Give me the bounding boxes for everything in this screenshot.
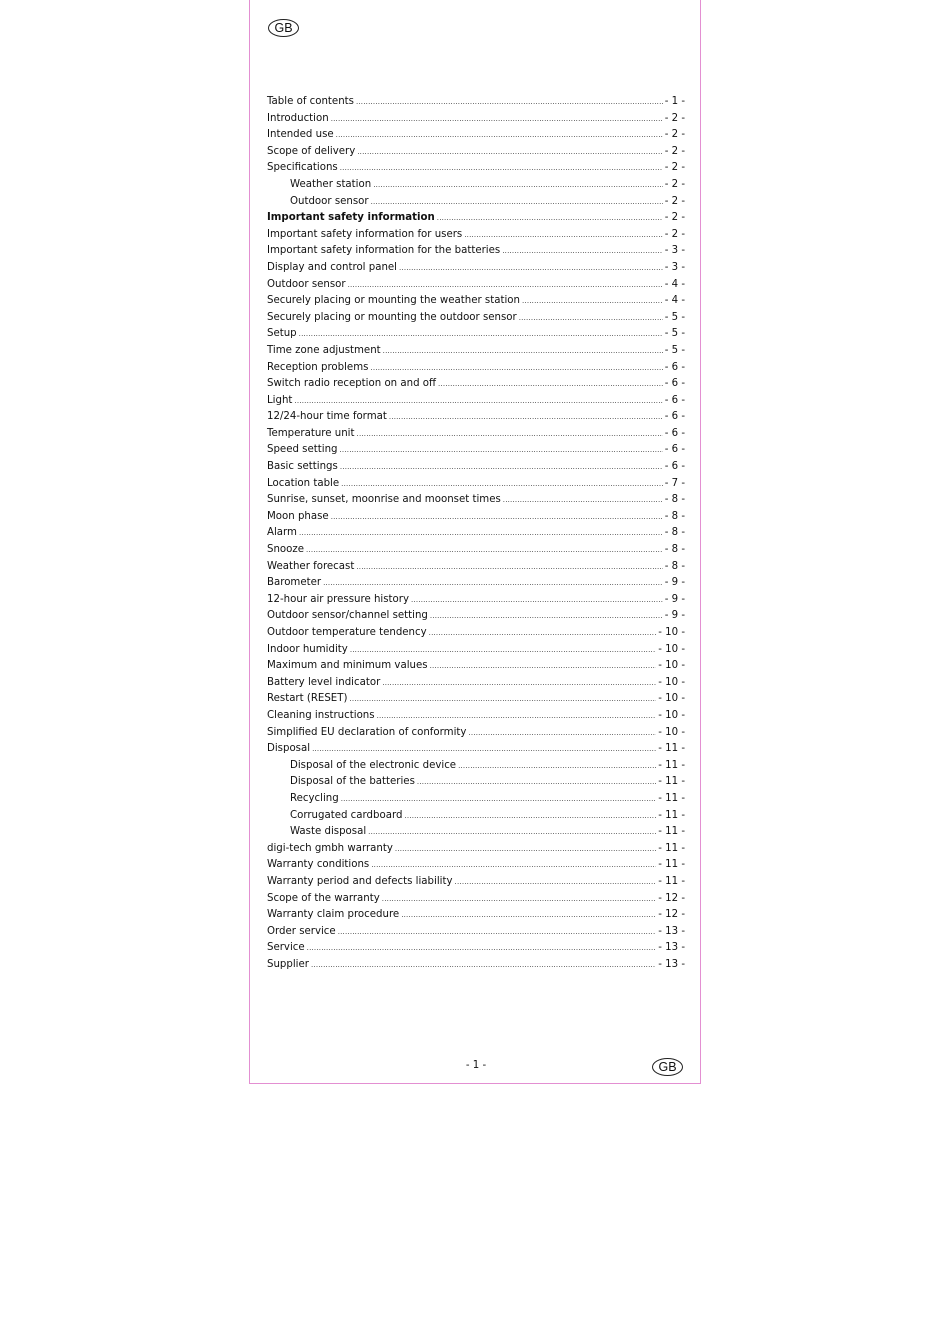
toc-entry-title: Warranty conditions bbox=[267, 859, 370, 871]
toc-entry-title: Moon phase bbox=[267, 510, 329, 522]
toc-dot-leader bbox=[356, 94, 663, 111]
toc-entry[interactable] bbox=[267, 525, 685, 542]
toc-entry[interactable] bbox=[267, 774, 685, 791]
toc-dot-leader bbox=[350, 642, 656, 659]
toc-dot-leader bbox=[299, 326, 663, 343]
toc-entry-title: Scope of the warranty bbox=[267, 892, 380, 904]
toc-dot-leader bbox=[370, 360, 662, 377]
toc-dot-leader bbox=[357, 144, 662, 161]
toc-entry-page: - 10 - bbox=[658, 726, 685, 738]
toc-entry-title: Introduction bbox=[267, 112, 329, 124]
toc-entry-title: 12/24-hour time format bbox=[267, 411, 387, 423]
toc-entry-page: - 6 - bbox=[664, 411, 685, 423]
toc-entry[interactable] bbox=[267, 741, 685, 758]
toc-dot-leader bbox=[455, 874, 657, 891]
toc-entry-title: Weather station bbox=[290, 178, 372, 190]
toc-entry[interactable] bbox=[267, 343, 685, 360]
toc-entry[interactable] bbox=[267, 160, 685, 177]
toc-entry-title: Recycling bbox=[290, 792, 339, 804]
toc-dot-leader bbox=[437, 210, 663, 227]
toc-entry-page: - 9 - bbox=[664, 577, 685, 589]
toc-entry-page: - 12 - bbox=[658, 892, 685, 904]
toc-entry[interactable] bbox=[267, 725, 685, 742]
toc-entry-title: Simplified EU declaration of conformity bbox=[267, 726, 467, 738]
toc-dot-leader bbox=[348, 277, 663, 294]
toc-entry-title: Maximum and minimum values bbox=[267, 660, 428, 672]
toc-entry[interactable] bbox=[267, 144, 685, 161]
toc-entry-title: Important safety information for users bbox=[267, 228, 463, 240]
toc-entry-page: - 11 - bbox=[658, 792, 685, 804]
toc-dot-leader bbox=[377, 708, 657, 725]
toc-dot-leader bbox=[340, 459, 663, 476]
toc-dot-leader bbox=[340, 160, 663, 177]
toc-entry-title: Table of contents bbox=[267, 96, 354, 107]
toc-entry-page: - 4 - bbox=[664, 295, 685, 307]
toc-entry-page: - 11 - bbox=[658, 776, 685, 788]
toc-entry-title: Time zone adjustment bbox=[267, 344, 381, 356]
toc-entry-page: - 13 - bbox=[658, 958, 685, 970]
toc-entry-title: Cleaning instructions bbox=[267, 709, 375, 721]
toc-entry-title: Disposal of the batteries bbox=[290, 776, 415, 788]
toc-entry-page: - 11 - bbox=[658, 809, 685, 821]
toc-entry[interactable] bbox=[267, 608, 685, 625]
toc-entry-page: - 6 - bbox=[664, 378, 685, 390]
toc-entry[interactable] bbox=[267, 409, 685, 426]
toc-dot-leader bbox=[371, 857, 656, 874]
toc-dot-leader bbox=[331, 111, 663, 128]
toc-entry[interactable] bbox=[267, 111, 685, 128]
toc-entry-page: - 11 - bbox=[658, 842, 685, 854]
toc-dot-leader bbox=[382, 891, 656, 908]
toc-entry-page: - 3 - bbox=[664, 245, 685, 257]
toc-entry-title: Disposal of the electronic device bbox=[290, 759, 457, 771]
toc-dot-leader bbox=[341, 476, 663, 493]
toc-entry-title: Supplier bbox=[267, 958, 309, 970]
toc-dot-leader bbox=[519, 310, 663, 327]
toc-entry-page: - 6 - bbox=[664, 427, 685, 439]
toc-entry-title: Important safety information for the batteries bbox=[267, 245, 501, 257]
toc-dot-leader bbox=[312, 741, 656, 758]
toc-entry[interactable] bbox=[267, 907, 685, 924]
toc-dot-leader bbox=[294, 393, 662, 410]
toc-entry-page: - 13 - bbox=[658, 942, 685, 954]
toc-dot-leader bbox=[430, 608, 663, 625]
toc-entry-title: Switch radio reception on and off bbox=[267, 378, 437, 390]
toc-entry-title: Outdoor sensor bbox=[290, 195, 369, 207]
language-badge-bottom: GB bbox=[652, 1058, 683, 1076]
toc-entry[interactable] bbox=[267, 243, 685, 260]
toc-entry[interactable] bbox=[267, 957, 685, 974]
toc-entry[interactable] bbox=[267, 476, 685, 493]
toc-entry-page: - 13 - bbox=[658, 925, 685, 937]
toc-dot-leader bbox=[357, 426, 663, 443]
toc-entry-page: - 2 - bbox=[664, 178, 685, 190]
toc-dot-leader bbox=[429, 625, 657, 642]
toc-entry[interactable] bbox=[267, 824, 685, 841]
toc-entry-page: - 12 - bbox=[658, 909, 685, 921]
toc-entry-page: - 2 - bbox=[664, 162, 685, 174]
toc-entry-title: Reception problems bbox=[267, 361, 369, 373]
toc-entry-page: - 6 - bbox=[664, 461, 685, 473]
toc-entry[interactable] bbox=[267, 227, 685, 244]
toc-entry[interactable] bbox=[267, 94, 685, 111]
toc-entry[interactable] bbox=[267, 559, 685, 576]
toc-dot-leader bbox=[468, 725, 656, 742]
toc-entry-title: Light bbox=[267, 394, 293, 406]
toc-entry-page: - 3 - bbox=[664, 261, 685, 273]
toc-entry-title: Speed setting bbox=[267, 444, 338, 456]
toc-entry-title: Basic settings bbox=[267, 461, 338, 473]
toc-dot-leader bbox=[356, 559, 662, 576]
toc-entry-page: - 2 - bbox=[664, 228, 685, 240]
toc-entry-page: - 5 - bbox=[664, 311, 685, 323]
toc-dot-leader bbox=[464, 227, 662, 244]
toc-entry[interactable] bbox=[267, 127, 685, 144]
toc-dot-leader bbox=[368, 824, 656, 841]
toc-entry[interactable] bbox=[267, 293, 685, 310]
toc-entry[interactable] bbox=[267, 940, 685, 957]
toc-entry-title: Securely placing or mounting the weather station bbox=[267, 295, 520, 307]
toc-entry-title: Intended use bbox=[267, 129, 334, 141]
toc-dot-leader bbox=[438, 376, 663, 393]
toc-dot-leader bbox=[503, 492, 663, 509]
toc-entry[interactable] bbox=[267, 708, 685, 725]
toc-entry[interactable] bbox=[267, 426, 685, 443]
toc-entry[interactable] bbox=[267, 841, 685, 858]
toc-dot-leader bbox=[306, 542, 663, 559]
toc-entry-title: Corrugated cardboard bbox=[290, 809, 403, 821]
toc-entry-title: Snooze bbox=[267, 544, 305, 556]
toc-dot-leader bbox=[371, 194, 663, 211]
toc-dot-leader bbox=[399, 260, 663, 277]
toc-entry-page: - 8 - bbox=[664, 560, 685, 572]
toc-entry[interactable] bbox=[267, 393, 685, 410]
toc-entry-title: Restart (RESET) bbox=[267, 693, 348, 705]
toc-entry[interactable] bbox=[267, 625, 685, 642]
toc-dot-leader bbox=[311, 957, 656, 974]
toc-entry-page: - 2 - bbox=[664, 145, 685, 157]
toc-entry-page: - 11 - bbox=[658, 826, 685, 838]
toc-entry[interactable] bbox=[267, 376, 685, 393]
toc-entry-title: Temperature unit bbox=[267, 427, 355, 439]
toc-entry[interactable] bbox=[267, 360, 685, 377]
toc-entry-page: - 6 - bbox=[664, 444, 685, 456]
toc-dot-leader bbox=[502, 243, 662, 260]
toc-entry-title: Setup bbox=[267, 328, 297, 340]
toc-entry-title: Securely placing or mounting the outdoor sensor bbox=[267, 311, 517, 323]
toc-entry[interactable] bbox=[267, 891, 685, 908]
toc-entry[interactable] bbox=[267, 177, 685, 194]
toc-entry[interactable] bbox=[267, 509, 685, 526]
toc-entry-title: Order service bbox=[267, 925, 336, 937]
toc-entry[interactable] bbox=[267, 924, 685, 941]
toc-entry[interactable] bbox=[267, 326, 685, 343]
toc-entry[interactable] bbox=[267, 542, 685, 559]
toc-dot-leader bbox=[430, 658, 657, 675]
toc-entry[interactable] bbox=[267, 210, 685, 227]
toc-entry[interactable] bbox=[267, 675, 685, 692]
toc-entry-page: - 8 - bbox=[664, 544, 685, 556]
toc-entry-title: Indoor humidity bbox=[267, 643, 348, 655]
toc-entry[interactable] bbox=[267, 277, 685, 294]
toc-entry-page: - 10 - bbox=[658, 709, 685, 721]
page-number: - 1 - bbox=[465, 1060, 487, 1071]
toc-entry-page: - 2 - bbox=[664, 212, 685, 224]
toc-entry-page: - 9 - bbox=[664, 610, 685, 622]
toc-entry-page: - 2 - bbox=[664, 129, 685, 141]
toc-entry-page: - 5 - bbox=[664, 328, 685, 340]
toc-entry-title: Specifications bbox=[267, 162, 338, 174]
toc-entry-title: Warranty period and defects liability bbox=[267, 875, 453, 887]
toc-entry[interactable] bbox=[267, 459, 685, 476]
toc-entry[interactable] bbox=[267, 592, 685, 609]
toc-entry-page: - 6 - bbox=[664, 394, 685, 406]
toc-entry[interactable] bbox=[267, 492, 685, 509]
toc-entry[interactable] bbox=[267, 658, 685, 675]
toc-entry-title: Weather forecast bbox=[267, 560, 355, 572]
toc-dot-leader bbox=[404, 808, 656, 825]
toc-entry-page: - 8 - bbox=[664, 527, 685, 539]
toc-dot-leader bbox=[382, 675, 656, 692]
toc-entry-page: - 10 - bbox=[658, 643, 685, 655]
toc-entry-page: - 10 - bbox=[658, 676, 685, 688]
toc-entry[interactable] bbox=[267, 260, 685, 277]
toc-entry-page: - 8 - bbox=[664, 494, 685, 506]
toc-entry[interactable] bbox=[267, 758, 685, 775]
toc-dot-leader bbox=[458, 758, 656, 775]
toc-entry-title: Important safety information bbox=[267, 212, 435, 224]
toc-dot-leader bbox=[338, 924, 657, 941]
toc-entry-page: - 11 - bbox=[658, 759, 685, 771]
toc-entry[interactable] bbox=[267, 194, 685, 211]
toc-entry[interactable] bbox=[267, 857, 685, 874]
toc-entry-page: - 1 - bbox=[664, 96, 685, 107]
toc-dot-leader bbox=[383, 343, 663, 360]
toc-entry-page: - 4 - bbox=[664, 278, 685, 290]
toc-entry[interactable] bbox=[267, 575, 685, 592]
toc-entry-title: 12-hour air pressure history bbox=[267, 593, 409, 605]
language-badge-top: GB bbox=[268, 19, 299, 37]
table-of-contents bbox=[267, 94, 685, 973]
toc-entry-page: - 2 - bbox=[664, 112, 685, 124]
toc-entry[interactable] bbox=[267, 691, 685, 708]
toc-dot-leader bbox=[417, 774, 656, 791]
toc-dot-leader bbox=[341, 791, 656, 808]
toc-entry-title: Sunrise, sunset, moonrise and moonset times bbox=[267, 494, 501, 506]
toc-entry-page: - 11 - bbox=[658, 743, 685, 755]
toc-entry-title: Service bbox=[267, 942, 305, 954]
toc-entry-page: - 7 - bbox=[664, 477, 685, 489]
document-page bbox=[249, 0, 701, 1084]
toc-entry-title: Outdoor sensor bbox=[267, 278, 346, 290]
toc-entry-title: Disposal bbox=[267, 743, 311, 755]
toc-entry-title: Waste disposal bbox=[290, 826, 367, 838]
toc-dot-leader bbox=[373, 177, 662, 194]
toc-entry-page: - 10 - bbox=[658, 627, 685, 638]
toc-entry[interactable] bbox=[267, 310, 685, 327]
toc-entry-page: - 9 - bbox=[664, 593, 685, 605]
toc-entry-title: Scope of delivery bbox=[267, 145, 356, 157]
toc-entry-page: - 5 - bbox=[664, 344, 685, 356]
toc-entry-title: Alarm bbox=[267, 527, 297, 539]
toc-entry[interactable] bbox=[267, 791, 685, 808]
toc-entry-title: Warranty claim procedure bbox=[267, 909, 400, 921]
toc-entry-page: - 2 - bbox=[664, 195, 685, 207]
toc-dot-leader bbox=[401, 907, 656, 924]
toc-entry-page: - 11 - bbox=[658, 859, 685, 871]
toc-dot-leader bbox=[522, 293, 663, 310]
toc-dot-leader bbox=[331, 509, 663, 526]
toc-dot-leader bbox=[336, 127, 663, 144]
toc-dot-leader bbox=[411, 592, 663, 609]
toc-entry-title: Location table bbox=[267, 477, 340, 489]
toc-dot-leader bbox=[323, 575, 663, 592]
toc-entry-page: - 6 - bbox=[664, 361, 685, 373]
toc-entry[interactable] bbox=[267, 642, 685, 659]
toc-entry-page: - 10 - bbox=[658, 660, 685, 672]
toc-entry-page: - 11 - bbox=[658, 875, 685, 887]
toc-entry-title: Outdoor temperature tendency bbox=[267, 627, 427, 638]
toc-dot-leader bbox=[389, 409, 663, 426]
toc-entry-title: digi-tech gmbh warranty bbox=[267, 842, 393, 854]
toc-entry-title: Display and control panel bbox=[267, 261, 398, 273]
toc-entry[interactable] bbox=[267, 442, 685, 459]
toc-dot-leader bbox=[395, 841, 656, 858]
toc-entry-page: - 10 - bbox=[658, 693, 685, 705]
toc-entry[interactable] bbox=[267, 808, 685, 825]
toc-entry-page: - 8 - bbox=[664, 510, 685, 522]
toc-dot-leader bbox=[349, 691, 656, 708]
toc-entry-title: Outdoor sensor/channel setting bbox=[267, 610, 428, 622]
toc-entry-title: Barometer bbox=[267, 577, 322, 589]
toc-dot-leader bbox=[340, 442, 663, 459]
toc-entry[interactable] bbox=[267, 874, 685, 891]
toc-entry-title: Battery level indicator bbox=[267, 676, 381, 688]
toc-dot-leader bbox=[307, 940, 657, 957]
toc-dot-leader bbox=[299, 525, 663, 542]
